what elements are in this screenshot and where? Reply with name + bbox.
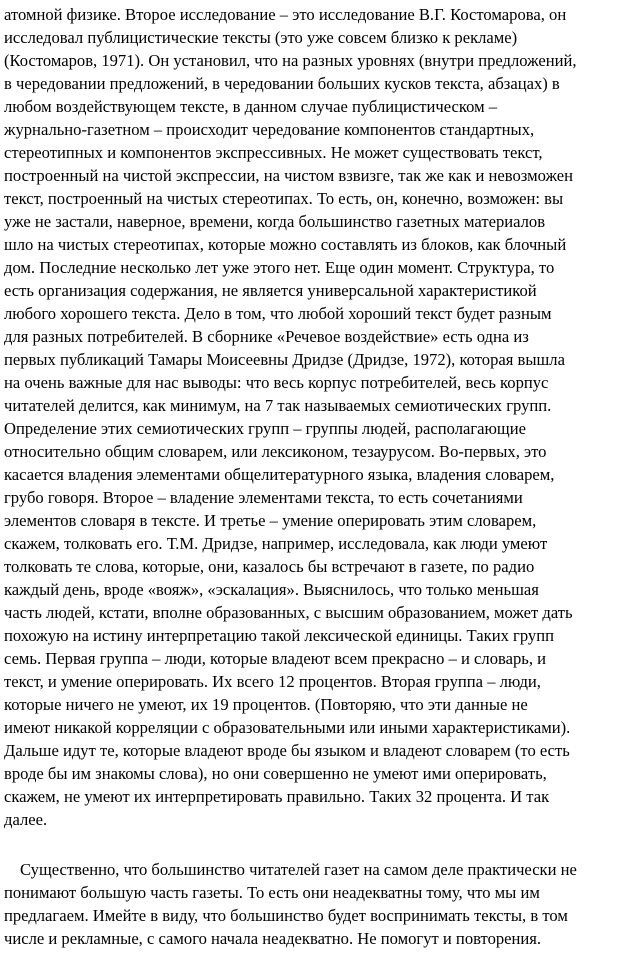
text-line: стереотипных и компонентов экспрессивных. Не может существовать текст, [4,143,543,162]
text-line: предлагаем. Имейте в виду, что большинство будет воспринимать тексты, в том [4,906,568,925]
text-line: грубо говоря. Второе – владение элементами текста, то есть сочетаниями [4,488,523,507]
paragraph-2 [4,858,620,950]
text-line: любого хорошего текста. Дело в том, что любой хороший текст будет разным [4,304,552,323]
text-line: (Костомаров, 1971). Он установил, что на разных уровнях (внутри предложений, [4,51,577,70]
text-line: толковать те слова, которые, они, казалось бы встречают в газете, по радио [4,557,535,576]
text-line: журнально-газетном – происходит чередование компонентов стандартных, [4,120,535,139]
text-line: часть людей, кстати, вполне образованных, с высшим образованием, может дать [4,603,573,622]
text-line: скажем, толковать его. Т.М. Дридзе, например, исследовала, как люди умеют [4,534,548,553]
text-line: элементов словаря в тексте. И третье – умение оперировать этим словарем, [4,511,537,530]
text-line: построенный на чистой экспрессии, на чистом взвизге, так же как и невозможен [4,166,573,185]
text-line: понимают большую часть газеты. То есть они неадекватны тому, что мы им [4,883,540,902]
text-line: дом. Последние несколько лет уже этого нет. Еще один момент. Структура, то [4,258,555,277]
text-line: атомной физике. Второе исследование – это исследование В.Г. Костомарова, он [4,5,567,24]
text-line: Существенно, что большинство читателей газет на самом деле практически не [20,860,577,879]
text-line: Дальше идут те, которые владеют вроде бы языком и владеют словарем (то есть [4,741,570,760]
text-line: шло на чистых стереотипах, которые можно составлять из блоков, как блочный [4,235,567,254]
text-line: относительно общим словарем, или лексиконом, тезаурусом. Во-первых, это [4,442,547,461]
text-line: текст, и умение оперировать. Их всего 12 процентов. Вторая группа – люди, [4,672,541,691]
text-line: в чередовании предложений, в чередовании больших кусков текста, абзацах) в [4,74,560,93]
text-line: каждый день, вроде «вояж», «эскалация». Выяснилось, что только меньшая [4,580,539,599]
text-line: скажем, не умеют их интерпретировать правильно. Таких 32 процента. И так [4,787,550,806]
text-line: любом воздействующем тексте, в данном случае публицистическом – [4,97,498,116]
paragraph-1 [4,3,620,831]
text-line: текст, построенный на чистых стереотипах. То есть, он, конечно, возможен: вы [4,189,564,208]
text-line: для разных потребителей. В сборнике «Речевое воздействие» есть одна из [4,327,529,346]
text-line: уже не застали, наверное, времени, когда большинство газетных материалов [4,212,546,231]
text-line: далее. [4,810,48,829]
text-line: числе и рекламные, с самого начала неадекватно. Не помогут и повторения. [4,929,542,948]
text-line: семь. Первая группа – люди, которые владеют всем прекрасно – и словарь, и [4,649,547,668]
document-page [0,3,620,970]
text-line: которые ничего не умеют, их 19 процентов. (Повторяю, что эти данные не [4,695,528,714]
text-line: Определение этих семиотических групп – группы людей, располагающие [4,419,526,438]
text-line: вроде бы им знакомы слова), но они совершенно не умеют ими оперировать, [4,764,547,783]
text-line: на очень важные для нас выводы: что весь корпус потребителей, весь корпус [4,373,549,392]
text-line: есть организация содержания, не является универсальной характеристикой [4,281,537,300]
text-line: первых публикаций Тамары Моисеевны Дридзе (Дридзе, 1972), которая вышла [4,350,565,369]
text-line: касается владения элементами общелитературного языка, владения словарем, [4,465,555,484]
text-line: имеют никакой корреляции с образовательными или иными характеристиками). [4,718,571,737]
text-line: похожую на истину интерпретацию такой лексической единицы. Таких групп [4,626,554,645]
text-line: исследовал публицистические тексты (это уже совсем близко к рекламе) [4,28,518,47]
text-line: читателей делится, как минимум, на 7 так называемых семиотических групп. [4,396,552,415]
